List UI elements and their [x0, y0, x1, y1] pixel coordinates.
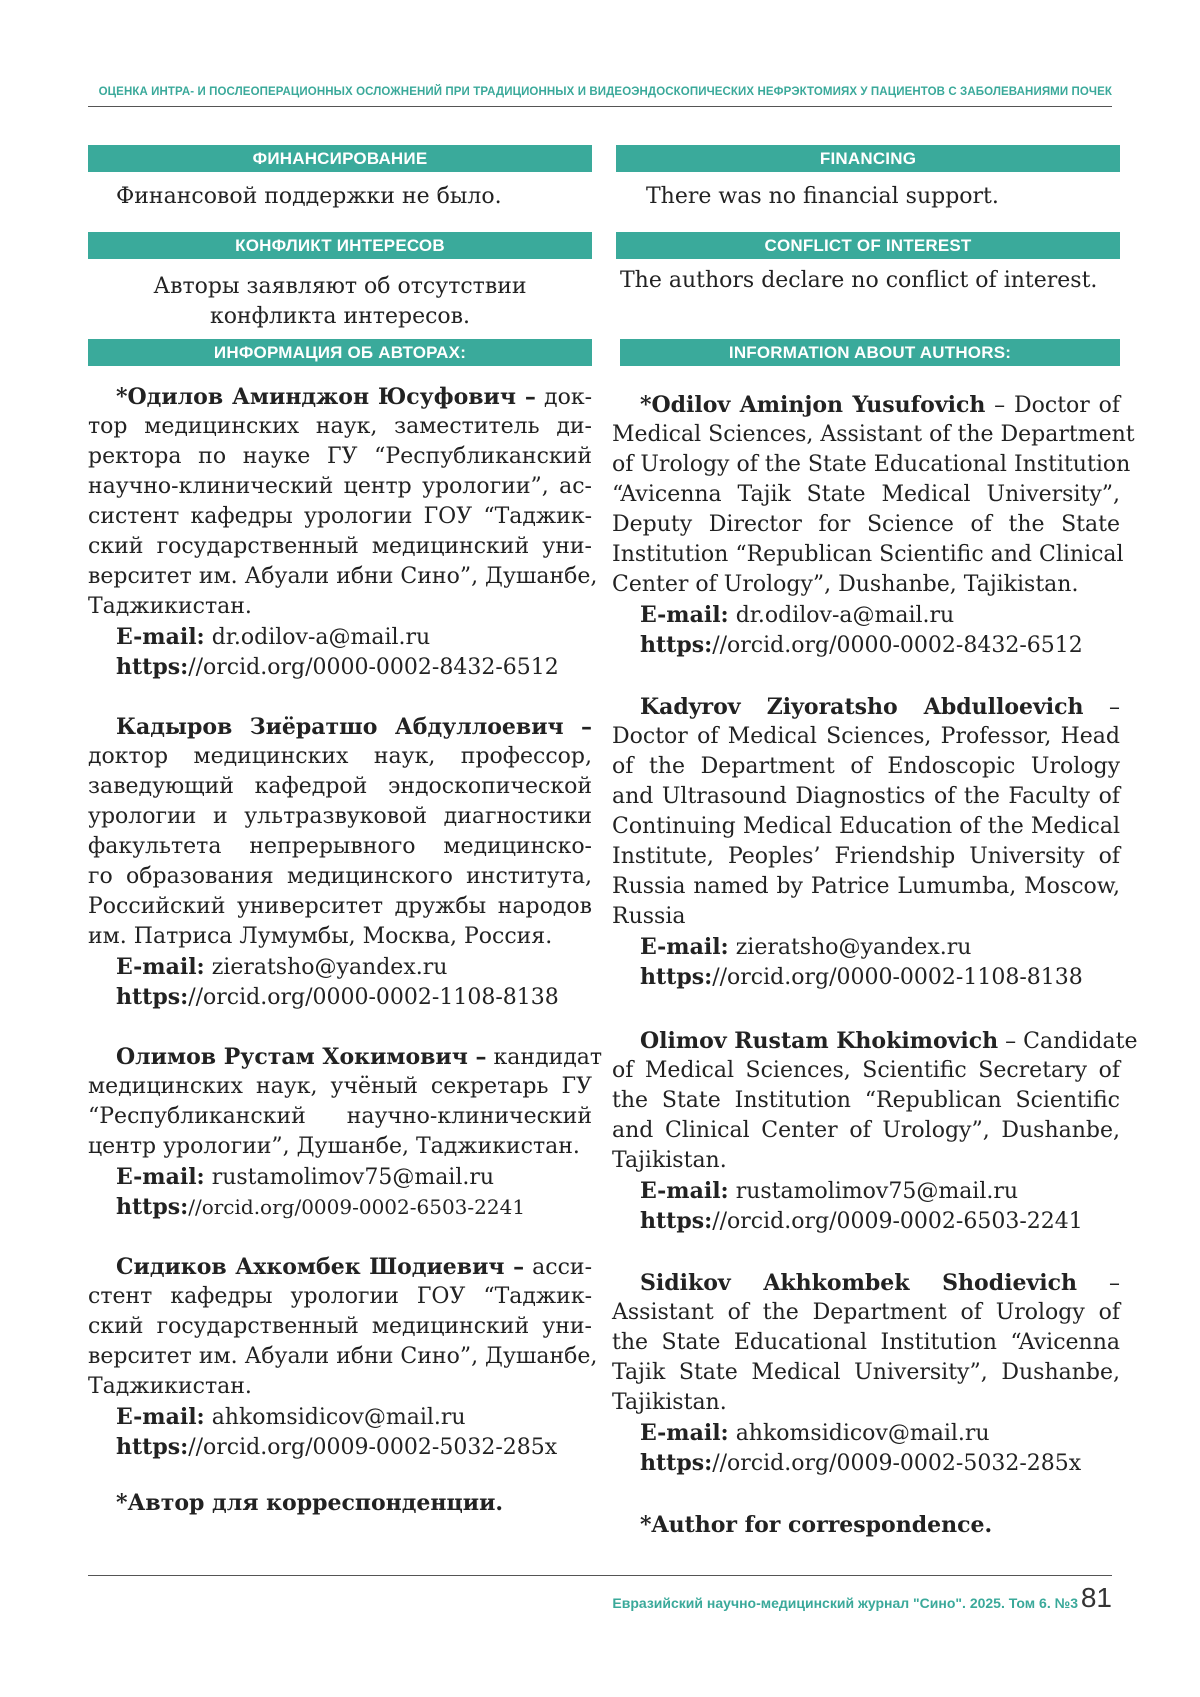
ru-author-line: верситет им. Абуали ибни Сино”, Душанбе,: [88, 564, 598, 589]
email-link[interactable]: dr.odilov-a@mail.ru: [735, 603, 955, 628]
en-author-name: Sidikov Akhkombek Shodievich: [640, 1270, 1077, 1296]
email-link[interactable]: dr.odilov-a@mail.ru: [211, 625, 431, 650]
orcid-link[interactable]: //orcid.org/0009-0002-6503-2241: [712, 1209, 1083, 1234]
en-author-orcid: https://orcid.org/0009-0002-5032-285x: [640, 1450, 1082, 1476]
email-link[interactable]: zieratsho@yandex.ru: [735, 935, 972, 960]
ru-conflict-heading: КОНФЛИКТ ИНТЕРЕСОВ: [88, 232, 592, 259]
ru-conflict-text-line: конфликта интересов.: [209, 304, 471, 329]
ru-author-line: научно-клинический центр урологии”, ас-: [88, 474, 592, 499]
header-rule: [88, 106, 1112, 107]
ru-author-line: доктор медицинских наук, профессор,: [88, 744, 592, 769]
ru-author-line: “Республиканский научно-клинический: [88, 1104, 592, 1129]
ru-author-line: ский государственный медицинский уни-: [88, 534, 592, 559]
en-author-name: Olimov Rustam Khokimovich: [640, 1028, 999, 1054]
ru-author-orcid: https://orcid.org/0009-0002-6503-2241: [116, 1194, 526, 1220]
en-author-line: and Clinical Center of Urology”, Dushanbe,: [612, 1118, 1120, 1143]
ru-author-first-line: Сидиков Ахкомбек Шодиевич – асси-: [116, 1254, 592, 1280]
en-author-line: of the Department of Endoscopic Urology: [612, 754, 1120, 779]
ru-author-first-line: [116, 712, 592, 743]
en-conflict-text: The authors declare no conflict of interest.: [620, 268, 1098, 293]
ru-author-first-line: Олимов Рустам Хокимович – кандидат: [116, 1044, 603, 1070]
email-link[interactable]: rustamolimov75@mail.ru: [211, 1165, 495, 1190]
ru-author-line: центр урологии”, Душанбе, Таджикистан.: [88, 1134, 580, 1159]
en-author-line: Tajik State Medical University”, Dushanbe,: [612, 1360, 1120, 1385]
ru-author-line: Российский университет дружбы народов: [88, 894, 592, 919]
orcid-link[interactable]: //orcid.org/0000-0002-8432-6512: [712, 633, 1083, 658]
ru-author-line: факультета непрерывного медицинско-: [88, 834, 592, 859]
en-author-first-line: Kadyrov Ziyoratsho Abdulloevich –: [640, 694, 1120, 720]
ru-author-line: урологии и ультразвуковой диагностики: [88, 804, 592, 829]
email-link[interactable]: ahkomsidicov@mail.ru: [211, 1405, 466, 1430]
email-link[interactable]: ahkomsidicov@mail.ru: [735, 1421, 990, 1446]
en-correspondence-note: *Author for correspondence.: [640, 1512, 993, 1538]
en-author-orcid: https://orcid.org/0000-0002-1108-8138: [640, 964, 1083, 990]
ru-author-name: Кадыров Зиёратшо Абдуллоевич –: [116, 714, 592, 740]
ru-author-name: *Одилов Аминджон Юсуфович –: [116, 384, 536, 410]
ru-author-line: заведующий кафедрой эндоскопической: [88, 774, 592, 799]
en-author-line: Tajikistan.: [612, 1148, 727, 1173]
en-author-line: Tajikistan.: [612, 1390, 727, 1415]
ru-author-line: ский государственный медицинский уни-: [88, 1314, 592, 1339]
ru-author-email: E-mail: dr.odilov-a@mail.ru: [116, 624, 431, 650]
en-author-line: Deputy Director for Science of the State: [612, 512, 1120, 537]
en-author-first-line: Sidikov Akhkombek Shodievich –: [640, 1270, 1120, 1296]
email-link[interactable]: zieratsho@yandex.ru: [211, 955, 448, 980]
ru-author-line: систент кафедры урологии ГОУ “Таджик-: [88, 504, 592, 529]
ru-conflict-text-line: Авторы заявляют об отсутствии: [153, 274, 527, 299]
ru-financing-text: Финансовой поддержки не было.: [116, 184, 502, 209]
ru-authors-heading: ИНФОРМАЦИЯ ОБ АВТОРАХ:: [88, 339, 592, 366]
en-author-first-line: Olimov Rustam Khokimovich – Candidate: [640, 1028, 1138, 1054]
ru-author-name: Сидиков Ахкомбек Шодиевич –: [116, 1254, 525, 1280]
en-author-line: Medical Sciences, Assistant of the Department: [612, 422, 1135, 447]
ru-author-line: им. Патриса Лумумбы, Москва, Россия.: [88, 924, 553, 949]
orcid-link[interactable]: //orcid.org/0009-0002-5032-285x: [712, 1451, 1082, 1476]
en-author-line: “Avicenna Tajik State Medical University”,: [612, 482, 1120, 507]
orcid-link[interactable]: //orcid.org/0000-0002-1108-8138: [188, 985, 559, 1010]
en-author-line: Assistant of the Department of Urology of: [612, 1300, 1120, 1325]
en-author-email: E-mail: ahkomsidicov@mail.ru: [640, 1420, 990, 1446]
running-head: ОЦЕНКА ИНТРА- И ПОСЛЕОПЕРАЦИОННЫХ ОСЛОЖНЕНИЙ ПРИ ТРАДИЦИОННЫХ И ВИДЕОЭНДОСКОПИЧЕСКИХ НЕФРЭКТОМИЯХ У ПАЦИЕНТОВ С ЗАБОЛЕВАНИЯМИ ПОЧЕК: [98, 86, 1112, 98]
orcid-link[interactable]: //orcid.org/0009-0002-5032-285x: [188, 1435, 558, 1460]
en-author-line: the State Institution “Republican Scientific: [612, 1088, 1120, 1113]
orcid-link[interactable]: //orcid.org/0000-0002-8432-6512: [188, 655, 559, 680]
en-author-line: Russia named by Patrice Lumumba, Moscow,: [612, 874, 1120, 899]
en-author-line: Doctor of Medical Sciences, Professor, Head: [612, 724, 1120, 749]
en-author-line: Center of Urology”, Dushanbe, Tajikistan.: [612, 572, 1079, 597]
footer-rule: [88, 1575, 1112, 1576]
ru-author-line: Таджикистан.: [88, 594, 252, 619]
en-author-line: Russia: [612, 904, 686, 929]
footer-journal-title: Евразийский научно-медицинский журнал "Сино". 2025. Том 6. №3: [612, 1595, 1078, 1611]
en-author-orcid: https://orcid.org/0009-0002-6503-2241: [640, 1208, 1083, 1234]
en-author-line: Continuing Medical Education of the Medical: [612, 814, 1120, 839]
ru-financing-heading: ФИНАНСИРОВАНИЕ: [88, 145, 592, 172]
en-author-line: of Urology of the State Educational Institution: [612, 452, 1131, 477]
en-author-email: E-mail: zieratsho@yandex.ru: [640, 934, 972, 960]
en-author-line: the State Educational Institution “Avicenna: [612, 1330, 1120, 1355]
en-financing-heading: FINANCING: [616, 145, 1120, 172]
en-financing-text: There was no financial support.: [646, 184, 999, 209]
orcid-link[interactable]: //orcid.org/0000-0002-1108-8138: [712, 965, 1083, 990]
en-author-orcid: https://orcid.org/0000-0002-8432-6512: [640, 632, 1083, 658]
en-author-first-line: *Odilov Aminjon Yusufovich – Doctor of: [640, 392, 1120, 418]
en-author-email: E-mail: dr.odilov-a@mail.ru: [640, 602, 955, 628]
en-conflict-heading: CONFLICT OF INTEREST: [616, 232, 1120, 259]
en-author-line: and Ultrasound Diagnostics of the Faculty of: [612, 784, 1120, 809]
en-authors-heading: INFORMATION ABOUT AUTHORS:: [620, 339, 1120, 366]
ru-author-first-line: *Одилов Аминджон Юсуфович – док-: [116, 384, 593, 410]
en-author-email: E-mail: rustamolimov75@mail.ru: [640, 1178, 1019, 1204]
ru-author-orcid: https://orcid.org/0000-0002-1108-8138: [116, 984, 559, 1010]
ru-author-line: стент кафедры урологии ГОУ “Таджик-: [88, 1284, 592, 1309]
ru-author-name: Олимов Рустам Хокимович –: [116, 1044, 487, 1070]
ru-author-line: го образования медицинского института,: [88, 864, 592, 889]
ru-author-line: верситет им. Абуали ибни Сино”, Душанбе,: [88, 1344, 598, 1369]
ru-author-orcid: https://orcid.org/0009-0002-5032-285x: [116, 1434, 558, 1460]
ru-author-email: E-mail: zieratsho@yandex.ru: [116, 954, 448, 980]
ru-correspondence-note: *Автор для корреспонденции.: [116, 1490, 504, 1516]
en-author-name: *Odilov Aminjon Yusufovich: [640, 392, 986, 418]
email-link[interactable]: rustamolimov75@mail.ru: [735, 1179, 1019, 1204]
ru-author-orcid: https://orcid.org/0000-0002-8432-6512: [116, 654, 559, 680]
en-author-line: Institution “Republican Scientific and Clinical: [612, 542, 1124, 567]
page-number: 81: [1080, 1582, 1112, 1613]
orcid-link[interactable]: //orcid.org/0009-0002-6503-2241: [188, 1195, 526, 1219]
ru-author-line: Таджикистан.: [88, 1374, 252, 1399]
en-author-line: Institute, Peoples’ Friendship University of: [612, 844, 1120, 869]
ru-author-line: тор медицинских наук, заместитель ди-: [88, 414, 592, 439]
ru-author-email: E-mail: ahkomsidicov@mail.ru: [116, 1404, 466, 1430]
en-author-line: of Medical Sciences, Scientific Secretary of: [612, 1058, 1120, 1083]
ru-author-email: E-mail: rustamolimov75@mail.ru: [116, 1164, 495, 1190]
en-author-name: Kadyrov Ziyoratsho Abdulloevich: [640, 694, 1084, 720]
ru-author-line: медицинских наук, учёный секретарь ГУ: [88, 1074, 592, 1099]
ru-author-line: ректора по науке ГУ “Республиканский: [88, 444, 592, 469]
